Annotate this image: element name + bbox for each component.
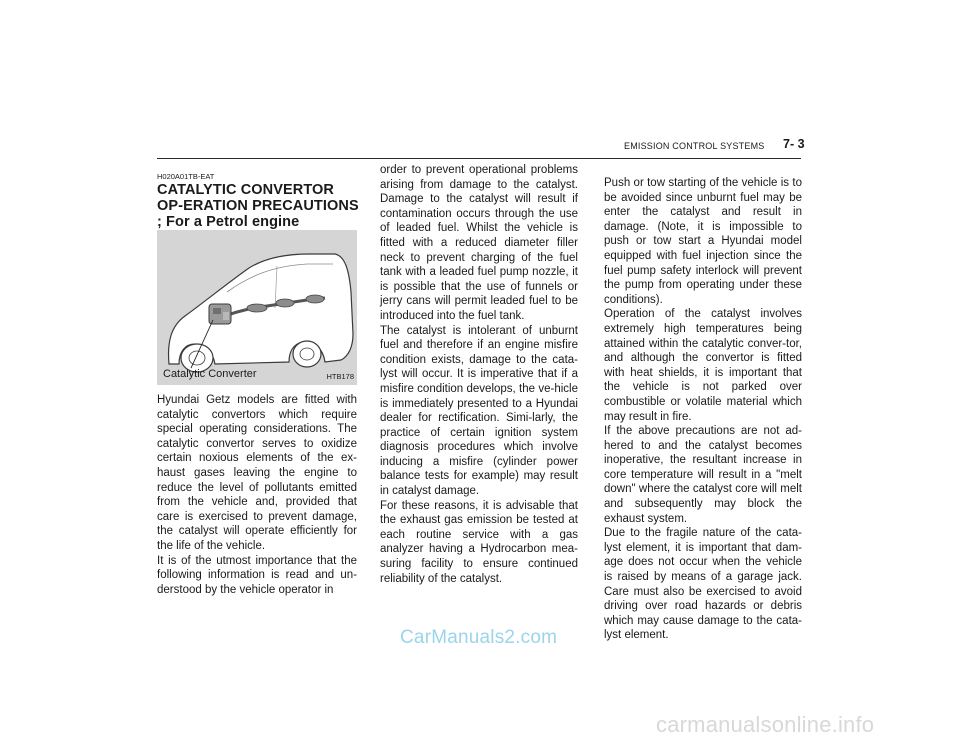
figure-caption: Catalytic Converter [163,368,257,380]
paragraph: Push or tow starting of the vehicle is to be avoided since unburnt fuel may be enter the catalyst and result in damage. (Note, it is impossible to push or tow start a Hyundai model equipped with fuel injection since the fuel pump safety interlock will prevent the pump from operating under these conditions). [604,177,802,306]
article-heading: CATALYTIC CONVERTOR OP-ERATION PRECAUTIONS ; For a Petrol engine [157,182,359,230]
paragraph: Operation of the catalyst involves extremely high temperatures being attained within the catalytic conver-tor, and although the convertor is fitted with heat shields, it is important that the vehicle is not parked over combustible or volatile material which may result in fire. [604,308,802,423]
carmanualsonline-watermark: carmanualsonline.info [656,712,875,737]
figure-code: HTB178 [326,372,354,381]
paragraph: Hyundai Getz models are fitted with catalytic convertors which require special operating considerations. The catalytic convertor serves to oxidize certain noxious elements of the ex-haust gases leaving the engine to reduce the level of pollutants emitted from the vehicle and, provided that care is exercised to prevent damage, the catalyst will operate efficiently for the life of the vehicle. [157,394,357,552]
carmanuals-watermark[interactable]: CarManuals2.com [400,627,558,648]
paragraph: For these reasons, it is advisable that the exhaust gas emission be tested at each routine service with a gas analyzer having a Hydrocarbon mea-suring facility to ensure continued reliability of the catalyst. [380,499,578,585]
catalytic-converter-figure [157,230,357,385]
paragraph: The catalyst is intolerant of unburnt fuel and therefore if an engine misfire condition exists, damage to the cata-lyst will occur. It is imperative that if a misfire condition develops, the ve-hicle is immediately presented to a Hyundai dealer for rectification. Simi-larly, the practice of certain ignition system diagnosis procedures which involve inducing a misfire (cylinder power balance tests for example) may result in catalyst damage. [380,324,578,498]
column-3 [604,176,802,643]
page-number: 7- 3 [783,137,805,151]
column-2 [380,163,578,586]
paragraph: If the above precautions are not ad-hered to and the catalyst becomes inoperative, the resultant increase in core temperature will result in a "melt down" where the catalyst core will melt and subsequently may block the exhaust system. [604,425,802,525]
column-1 [157,393,357,597]
paragraph: It is of the utmost importance that the following information is read and un-derstood by the vehicle operator in [157,554,357,596]
section-title: EMISSION CONTROL SYSTEMS [624,141,765,151]
car-exhaust-system-icon [157,230,357,385]
paragraph: Due to the fragile nature of the cata-lyst element, it is important that dam-age does not occur when the vehicle is raised by means of a garage jack. Care must also be exercised to avoid driving over road hazards or debris which may cause damage to the cata-lyst element. [604,527,802,642]
header-rule [157,158,801,159]
paragraph: order to prevent operational problems arising from damage to the catalyst. Damage to the catalyst will result if contamination occurs through the use of leaded fuel. Whilst the vehicle is fitted with a reduced diameter filler neck to prevent charging of the fuel tank with a leaded fuel pump nozzle, it is possible that the use of funnels or jerry cans will permit leaded fuel to be introduced into the fuel tank. [380,164,578,322]
article-code: H020A01TB-EAT [157,172,215,181]
